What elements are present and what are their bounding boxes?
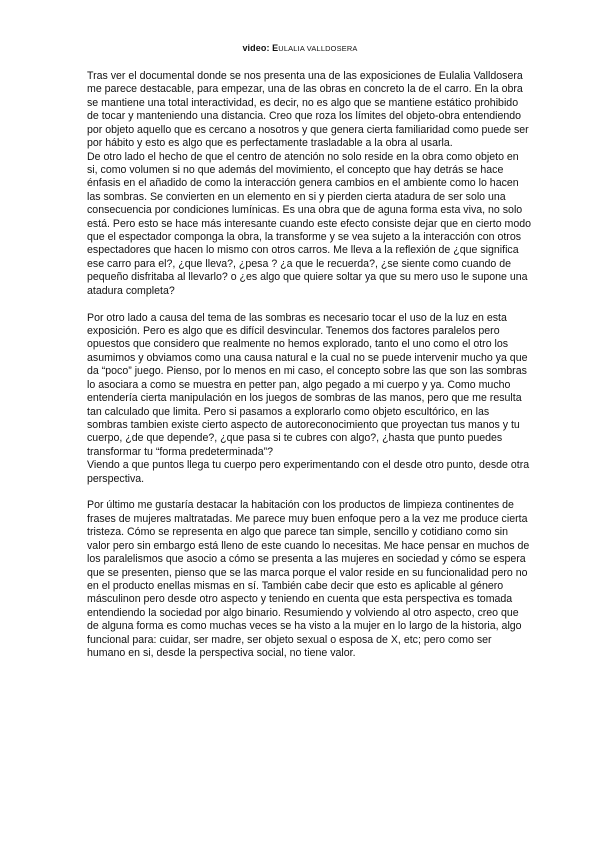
paragraph-sombras-interaccion: De otro lado el hecho de que el centro de atención no solo reside en la obra como objeto en si, como volumen si no que además del movimiento, el concepto que hay detrás se hace énfasis en el añadido de como la interacción genera cambios en el ambiente como lo hacen las sombras. Se convierten en un elemento en si y pierden cierta atadura de ser solo una consecuencia por condiciones lumínicas. Es una obra que de aguna forma esta viva, no solo está. Pero esto se hace más interesante cuando este efecto consiste dejar que en cierto modo que el espectador componga la obra, la transforme y se vea sujeto a la interacción con otros espectadores que hacen lo mismo con otros carros. Me lleva a la reflexión de ¿que significa ese carro para el?, ¿que lleva?, ¿pesa ? ¿a que le recuerda?, ¿se siente como cuando de pequeño disfritaba al llevarlo? o ¿es algo que quiere soltar ya que su mero uso le supone una atadura completa? — [87, 150, 532, 297]
paragraph-carro-intro: Tras ver el documental donde se nos presenta una de las exposiciones de Eulalia Valldosera me parece destacable, para empezar, una de las obras en concreto la de el carro. En la obra se mantiene una total interactividad, es decir, no es algo que se mantiene estático prohibido de tocar y manteniendo una distancia. Creo que roza los límites del objeto-obra entendiendo por objeto aquello que es cercano a nosotros y que genera cierta familiaridad como puede ser por hábito y esto es algo que es perfectamente trasladable a la obra al usarla. — [87, 70, 529, 150]
paragraph-spacer — [87, 486, 532, 499]
document-title — [0, 43, 600, 53]
paragraph-spacer — [87, 298, 532, 311]
document-body — [87, 70, 532, 661]
paragraph-productos-limpieza: Por último me gustaría destacar la habitación con los productos de limpieza continentes de frases de mujeres maltratadas. Me parece muy buen enfoque pero a la vez me produce cierta tristeza. Cómo se representa en algo que parece tan simple, sencillo y cotidiano como sin valor pero sin embargo está lleno de este cuando lo necesitas. Me hace pensar en muchos de los paralelismos que asocio a cómo se presenta a las mujeres en sociedad y cómo se espera que se presenten, pienso que se las marca porque el valor reside en su funcionalidad pero no en el producto enellas mismas en sí. También cabe decir que esto es aplicable al género másculinon pero desde otro aspecto y teniendo en cuenta que esta perspectiva es tomada entendiendo la sociedad por algo binario. Resumiendo y volviendo al otro aspecto, creo que de alguna forma es como muchas veces se ha visto a la mujer en lo largo de la historia, algo funcional para: cuidar, ser madre, ser objeto sexual o esposa de X, etc; pero como ser humano en si, desde la perspectiva social, no tiene valor. — [87, 499, 530, 660]
title-rest: ULALIA VALLDOSERA — [278, 44, 358, 53]
paragraph-luz-sombras: Por otro lado a causa del tema de las sombras es necesario tocar el uso de la luz en esta exposición. Pero es algo que es difícil desvincular. Tenemos dos factores paralelos pero opuestos que considero que realmente no hemos explorado, tanto el uno como el otro los asumimos y obviamos como una causa natural e la cual no se puede intervenir mucho ya que da “poco” juego. Pienso, por lo menos en mi caso, el concepto sobre las que son las sombras lo asociara a como se muestra en petter pan, algo pegado a mi cuerpo y ya. Como mucho entendería cierta manipulación en los juegos de sombras de las manos, pero que me resulta tan calculado que limita. Pero si pasamos a explorarlo como objeto escultórico, en las sombras tambien existe cierto aspecto de autoreconocimiento que proyectan tus manos y tu cuerpo, ¿de que depende?, ¿que pasa si te cubres con algo?, ¿hasta que punto puedes transformar tu “forma predeterminada”? — [87, 311, 528, 458]
title-prefix: video: — [242, 43, 273, 53]
title-initial: E — [272, 43, 279, 53]
paragraph-perspectiva: Viendo a que puntos llega tu cuerpo pero experimentando con el desde otro punto, desde otra perspectiva. — [87, 459, 530, 485]
